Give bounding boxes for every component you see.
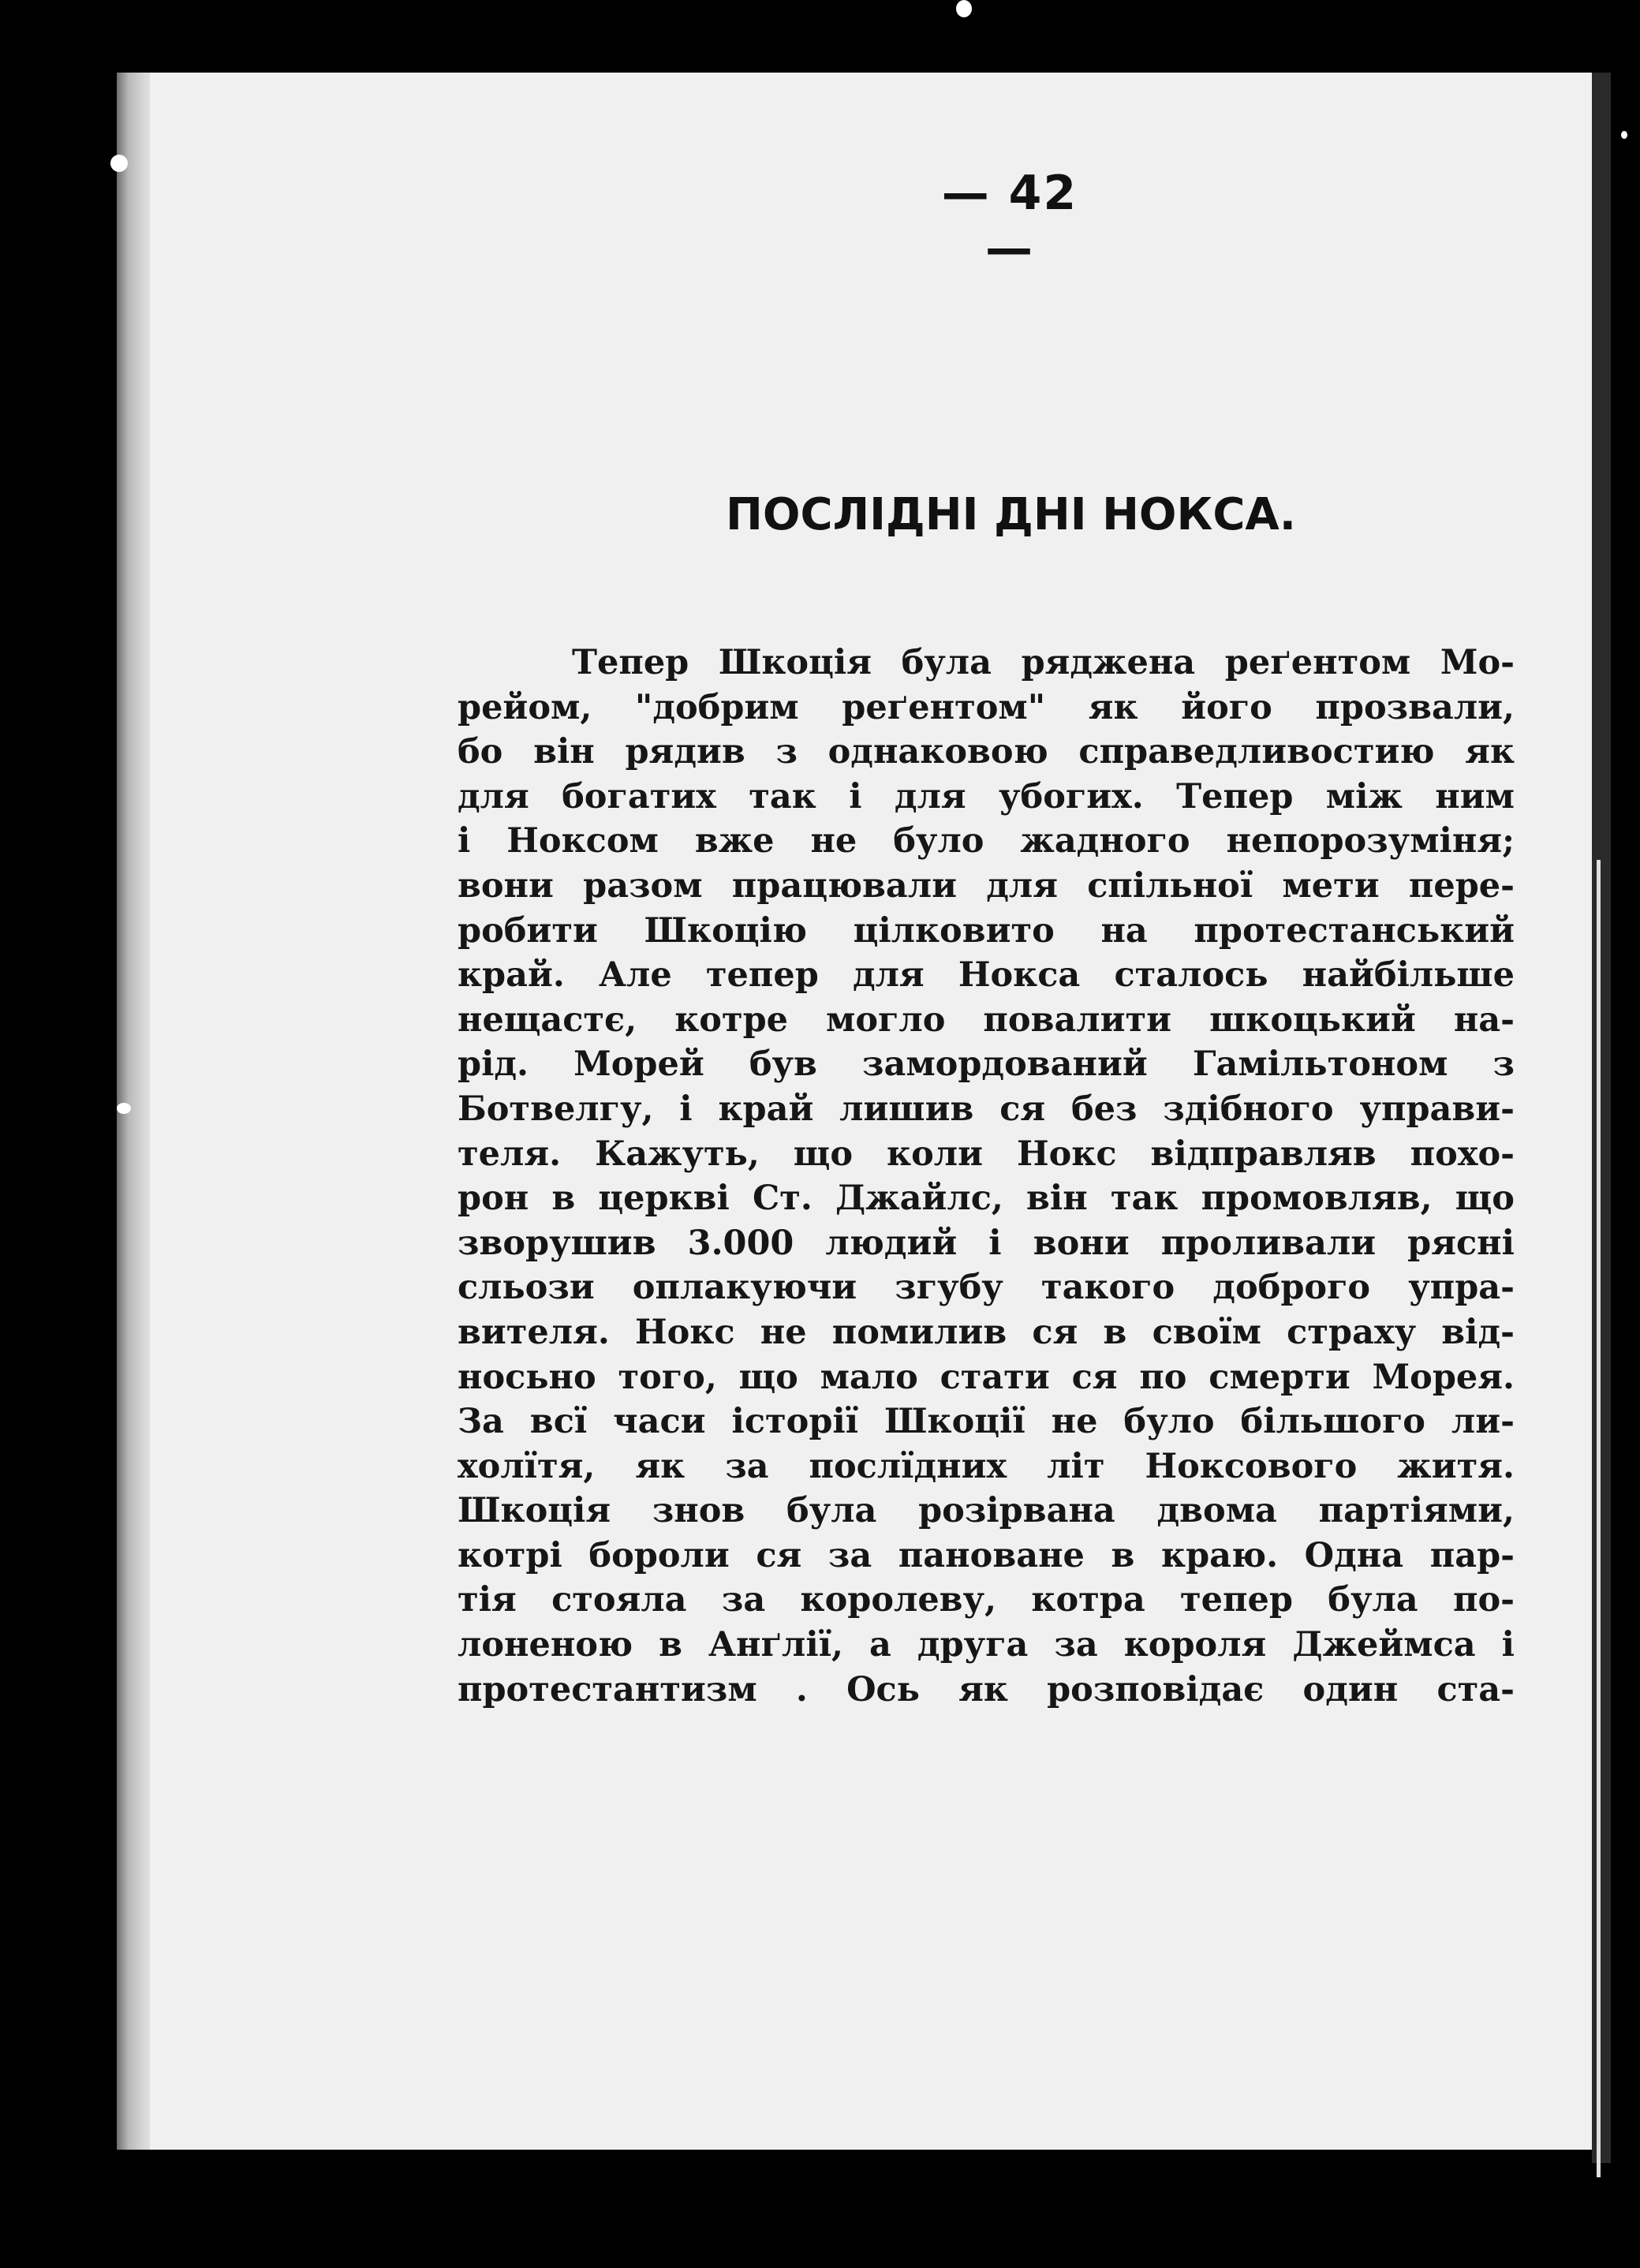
page-right-border-line: [1597, 860, 1601, 2177]
page-number: — 42 —: [941, 166, 1078, 276]
text-line: холїтя, як за послїдних літ Ноксового житя.: [458, 1446, 1515, 1486]
page-right-border: [1592, 73, 1611, 2163]
text-line: зворушив 3.000 людий і вони проливали рясні: [458, 1223, 1515, 1263]
text-line: бо він рядив з однаковою справедливостию як: [458, 732, 1515, 772]
text-line: Тепер Шкоція була ряджена реґентом Мо-: [572, 643, 1515, 682]
text-line: лоненою в Анґлії, а друга за короля Джеймса і: [458, 1625, 1515, 1665]
text-line: протестантизм . Ось як розповідає один ста-: [458, 1669, 1515, 1709]
text-line: вони разом працювали для спільної мети пере-: [458, 865, 1515, 906]
body-paragraph: [458, 641, 1515, 1712]
text-line: робити Шкоцію цілковито на протестанський: [458, 910, 1515, 951]
text-line: рон в церкві Ст. Джайлс, він так промовляв, що: [458, 1179, 1515, 1219]
text-line: для богатих так і для убогих. Тепер між ним: [458, 776, 1515, 816]
text-line: носьно того, що мало стати ся по смерти Морея.: [458, 1357, 1515, 1397]
text-line: і Ноксом вже не було жадного непорозуміня;: [458, 821, 1515, 861]
text-line: вителя. Нокс не помилив ся в своїм страху від-: [458, 1312, 1515, 1352]
text-line: котрі бороли ся за пановане в краю. Одна пар-: [458, 1535, 1515, 1575]
text-line: нещастє, котре могло повалити шкоцький на-: [458, 999, 1515, 1040]
scan-speck: [956, 0, 972, 17]
text-line: сльози оплакуючи згубу такого доброго упра-: [458, 1268, 1515, 1308]
text-line: тія стояла за королеву, котра тепер була по-: [458, 1580, 1515, 1620]
scan-speck: [110, 155, 128, 172]
scan-speck: [117, 1103, 131, 1114]
text-line: рід. Морей був замордований Гамільтоном з: [458, 1044, 1515, 1085]
text-line: За всї часи історії Шкоції не було більшого ли-: [458, 1402, 1515, 1442]
text-line: Шкоція знов була розірвана двома партіями,: [458, 1491, 1515, 1531]
scan-speck: [1621, 131, 1627, 139]
text-line: рейом, "добрим реґентом" як його прозвали,: [458, 687, 1515, 727]
text-line: край. Але тепер для Нокса сталось найбільше: [458, 955, 1515, 996]
chapter-title: ПОСЛІДНІ ДНІ НОКСА.: [726, 489, 1297, 540]
text-line: теля. Кажуть, що коли Нокс відправляв похо-: [458, 1134, 1515, 1174]
text-line: Ботвелгу, і край лишив ся без здібного управи-: [458, 1089, 1515, 1129]
